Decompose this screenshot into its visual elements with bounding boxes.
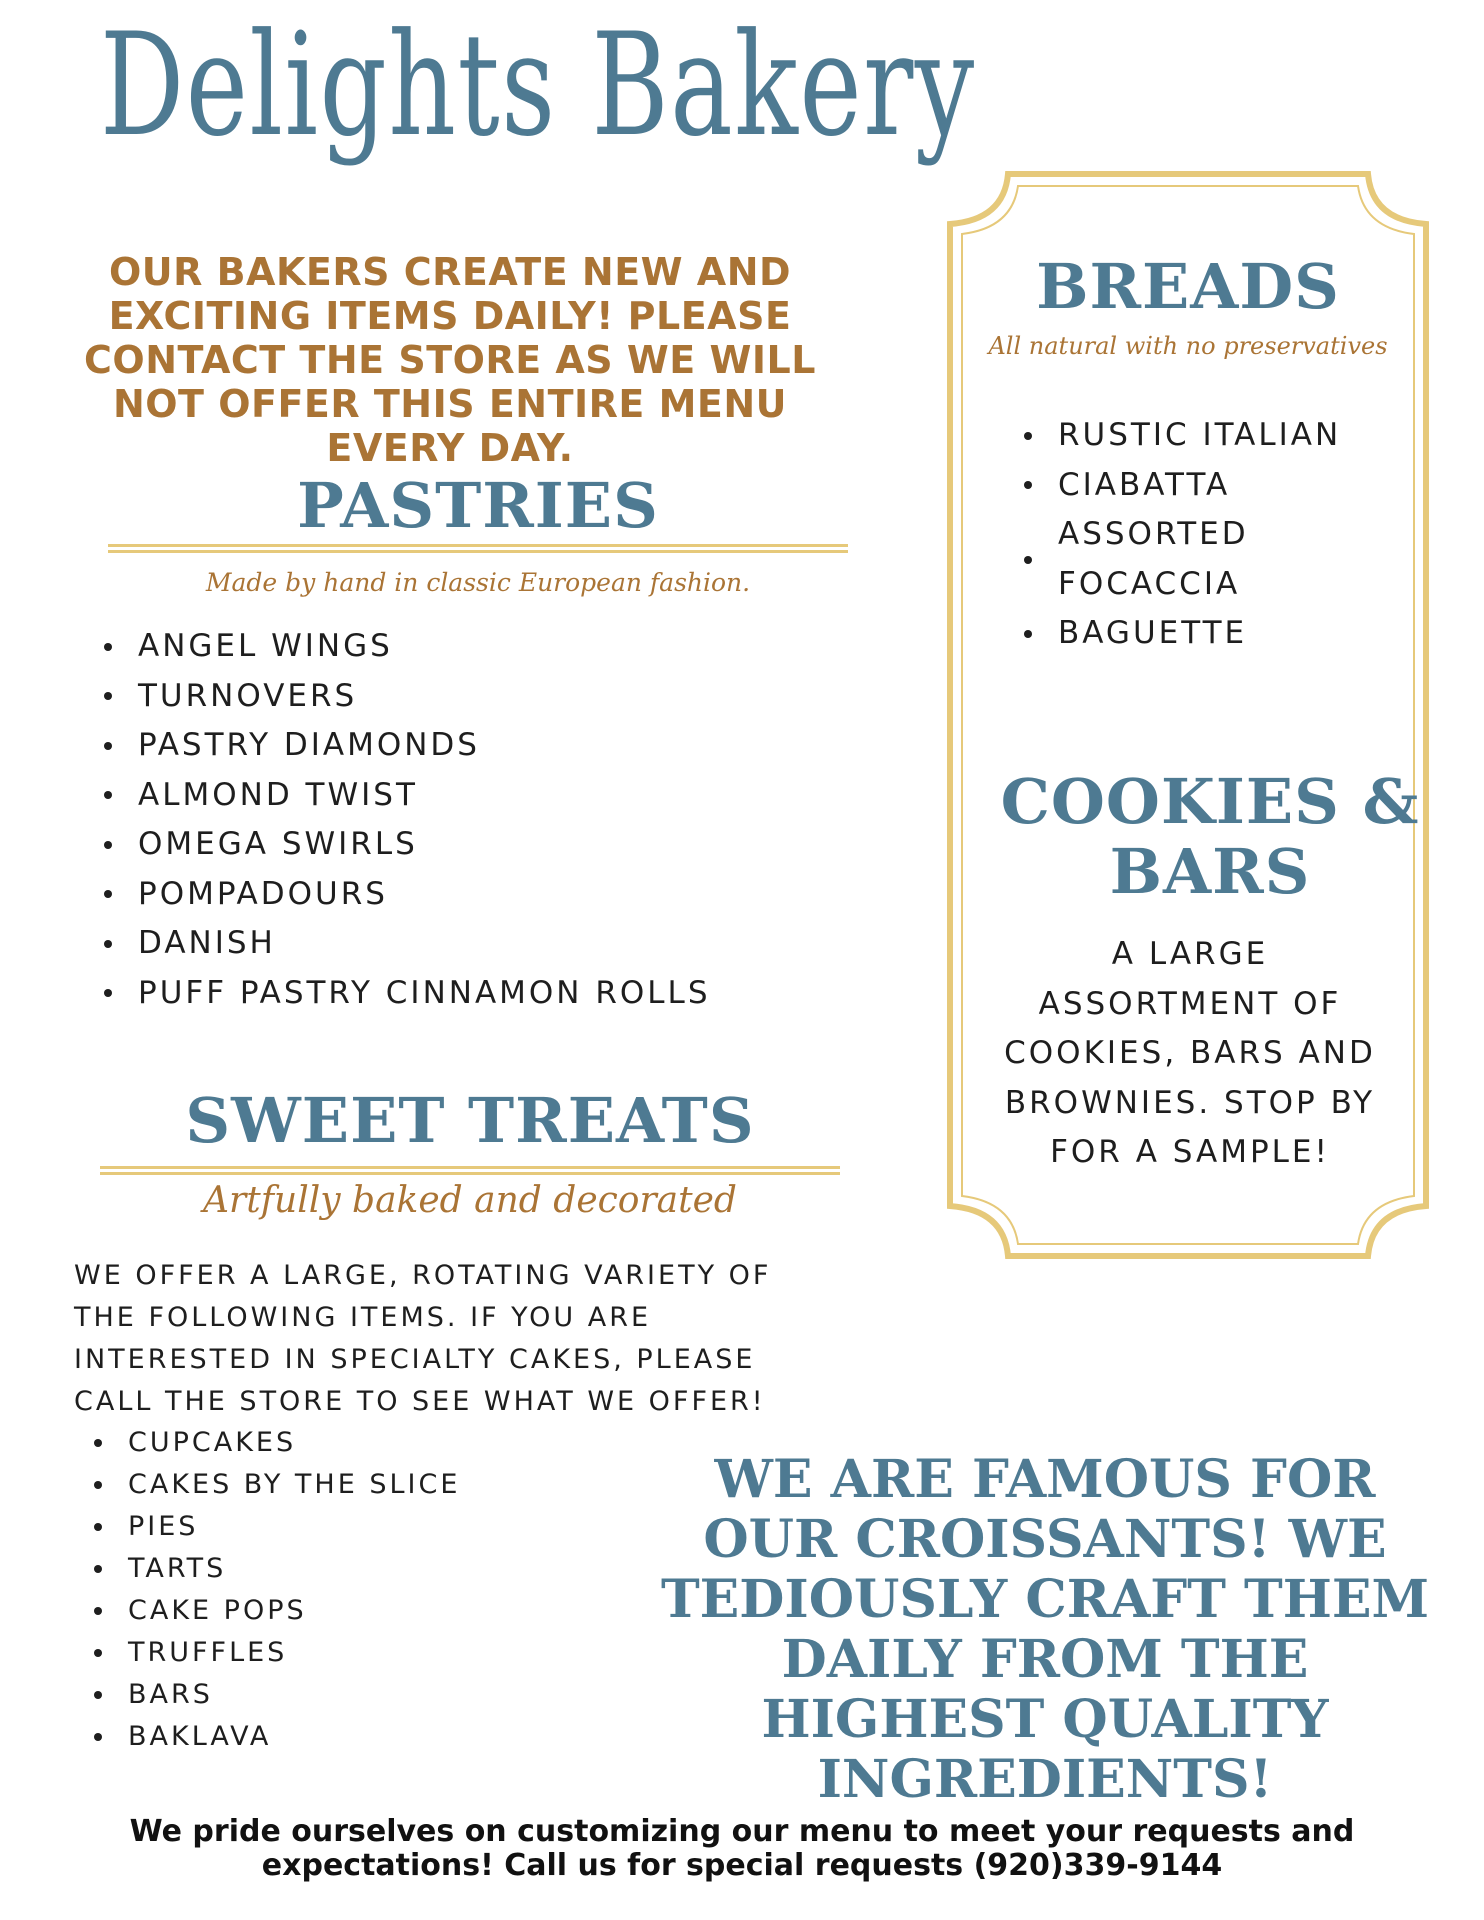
sweet-treats-item: CAKES BY THE SLICE	[90, 1464, 650, 1506]
pastries-subtitle: Made by hand in classic European fashion.	[205, 568, 751, 597]
pastries-list	[100, 622, 800, 1018]
bakery-logo: Delights Bakery	[100, 3, 976, 168]
breads-item: RUSTIC ITALIAN	[1020, 411, 1350, 461]
pastries-divider	[108, 544, 848, 553]
breads-item: BAGUETTE	[1020, 609, 1350, 659]
breads-list	[1020, 411, 1350, 659]
croissants-callout: WE ARE FAMOUS FOR OUR CROISSANTS! WE TEDIOUSLY CRAFT THEM DAILY FROM THE HIGHEST QUALITY INGREDIENTS!	[660, 1449, 1430, 1810]
pastries-item: POMPADOURS	[100, 870, 800, 920]
pastries-item: PUFF PASTRY CINNAMON ROLLS	[100, 969, 800, 1019]
sweet-treats-item: TARTS	[90, 1548, 650, 1590]
pastries-item: OMEGA SWIRLS	[100, 820, 800, 870]
breads-subtitle: All natural with no preservatives	[988, 332, 1388, 360]
pastries-heading: PASTRIES	[297, 469, 659, 542]
sweet-treats-item: CAKE POPS	[90, 1590, 650, 1632]
sweet-treats-item: TRUFFLES	[90, 1632, 650, 1674]
sweet-treats-subtitle: Artfully baked and decorated	[203, 1180, 737, 1221]
pastries-item: PASTRY DIAMONDS	[100, 721, 800, 771]
pastries-item: DANISH	[100, 919, 800, 969]
sweet-treats-divider	[100, 1166, 840, 1175]
sweet-treats-list	[90, 1422, 650, 1758]
sweet-treats-item: CUPCAKES	[90, 1422, 650, 1464]
breads-item: ASSORTED FOCACCIA	[1020, 510, 1350, 609]
sweet-treats-item: BARS	[90, 1674, 650, 1716]
breads-heading: BREADS	[1036, 250, 1340, 323]
pastries-item: TURNOVERS	[100, 672, 800, 722]
sweet-treats-description: WE OFFER A LARGE, ROTATING VARIETY OF THE FOLLOWING ITEMS. IF YOU ARE INTERESTED IN SPECIALTY CAKES, PLEASE CALL THE STORE TO SEE WHAT WE OFFER!	[74, 1260, 772, 1417]
sweet-treats-heading: SWEET TREATS	[185, 1084, 755, 1157]
cookies-bars-description: A LARGE ASSORTMENT OF COOKIES, BARS AND BROWNIES. STOP BY FOR A SAMPLE!	[1004, 936, 1376, 1170]
cookies-bars-heading: COOKIES & BARS	[1000, 765, 1420, 908]
pastries-item: ANGEL WINGS	[100, 622, 800, 672]
sweet-treats-item: PIES	[90, 1506, 650, 1548]
footer-contact: We pride ourselves on customizing our menu to meet your requests and expectations! Call us for special requests (920)339-9144	[129, 1814, 1355, 1883]
sweet-treats-item: BAKLAVA	[90, 1716, 650, 1758]
breads-item: CIABATTA	[1020, 461, 1350, 511]
pastries-item: ALMOND TWIST	[100, 771, 800, 821]
daily-items-notice: OUR BAKERS CREATE NEW AND EXCITING ITEMS DAILY! PLEASE CONTACT THE STORE AS WE WILL NOT OFFER THIS ENTIRE MENU EVERY DAY.	[84, 250, 816, 470]
